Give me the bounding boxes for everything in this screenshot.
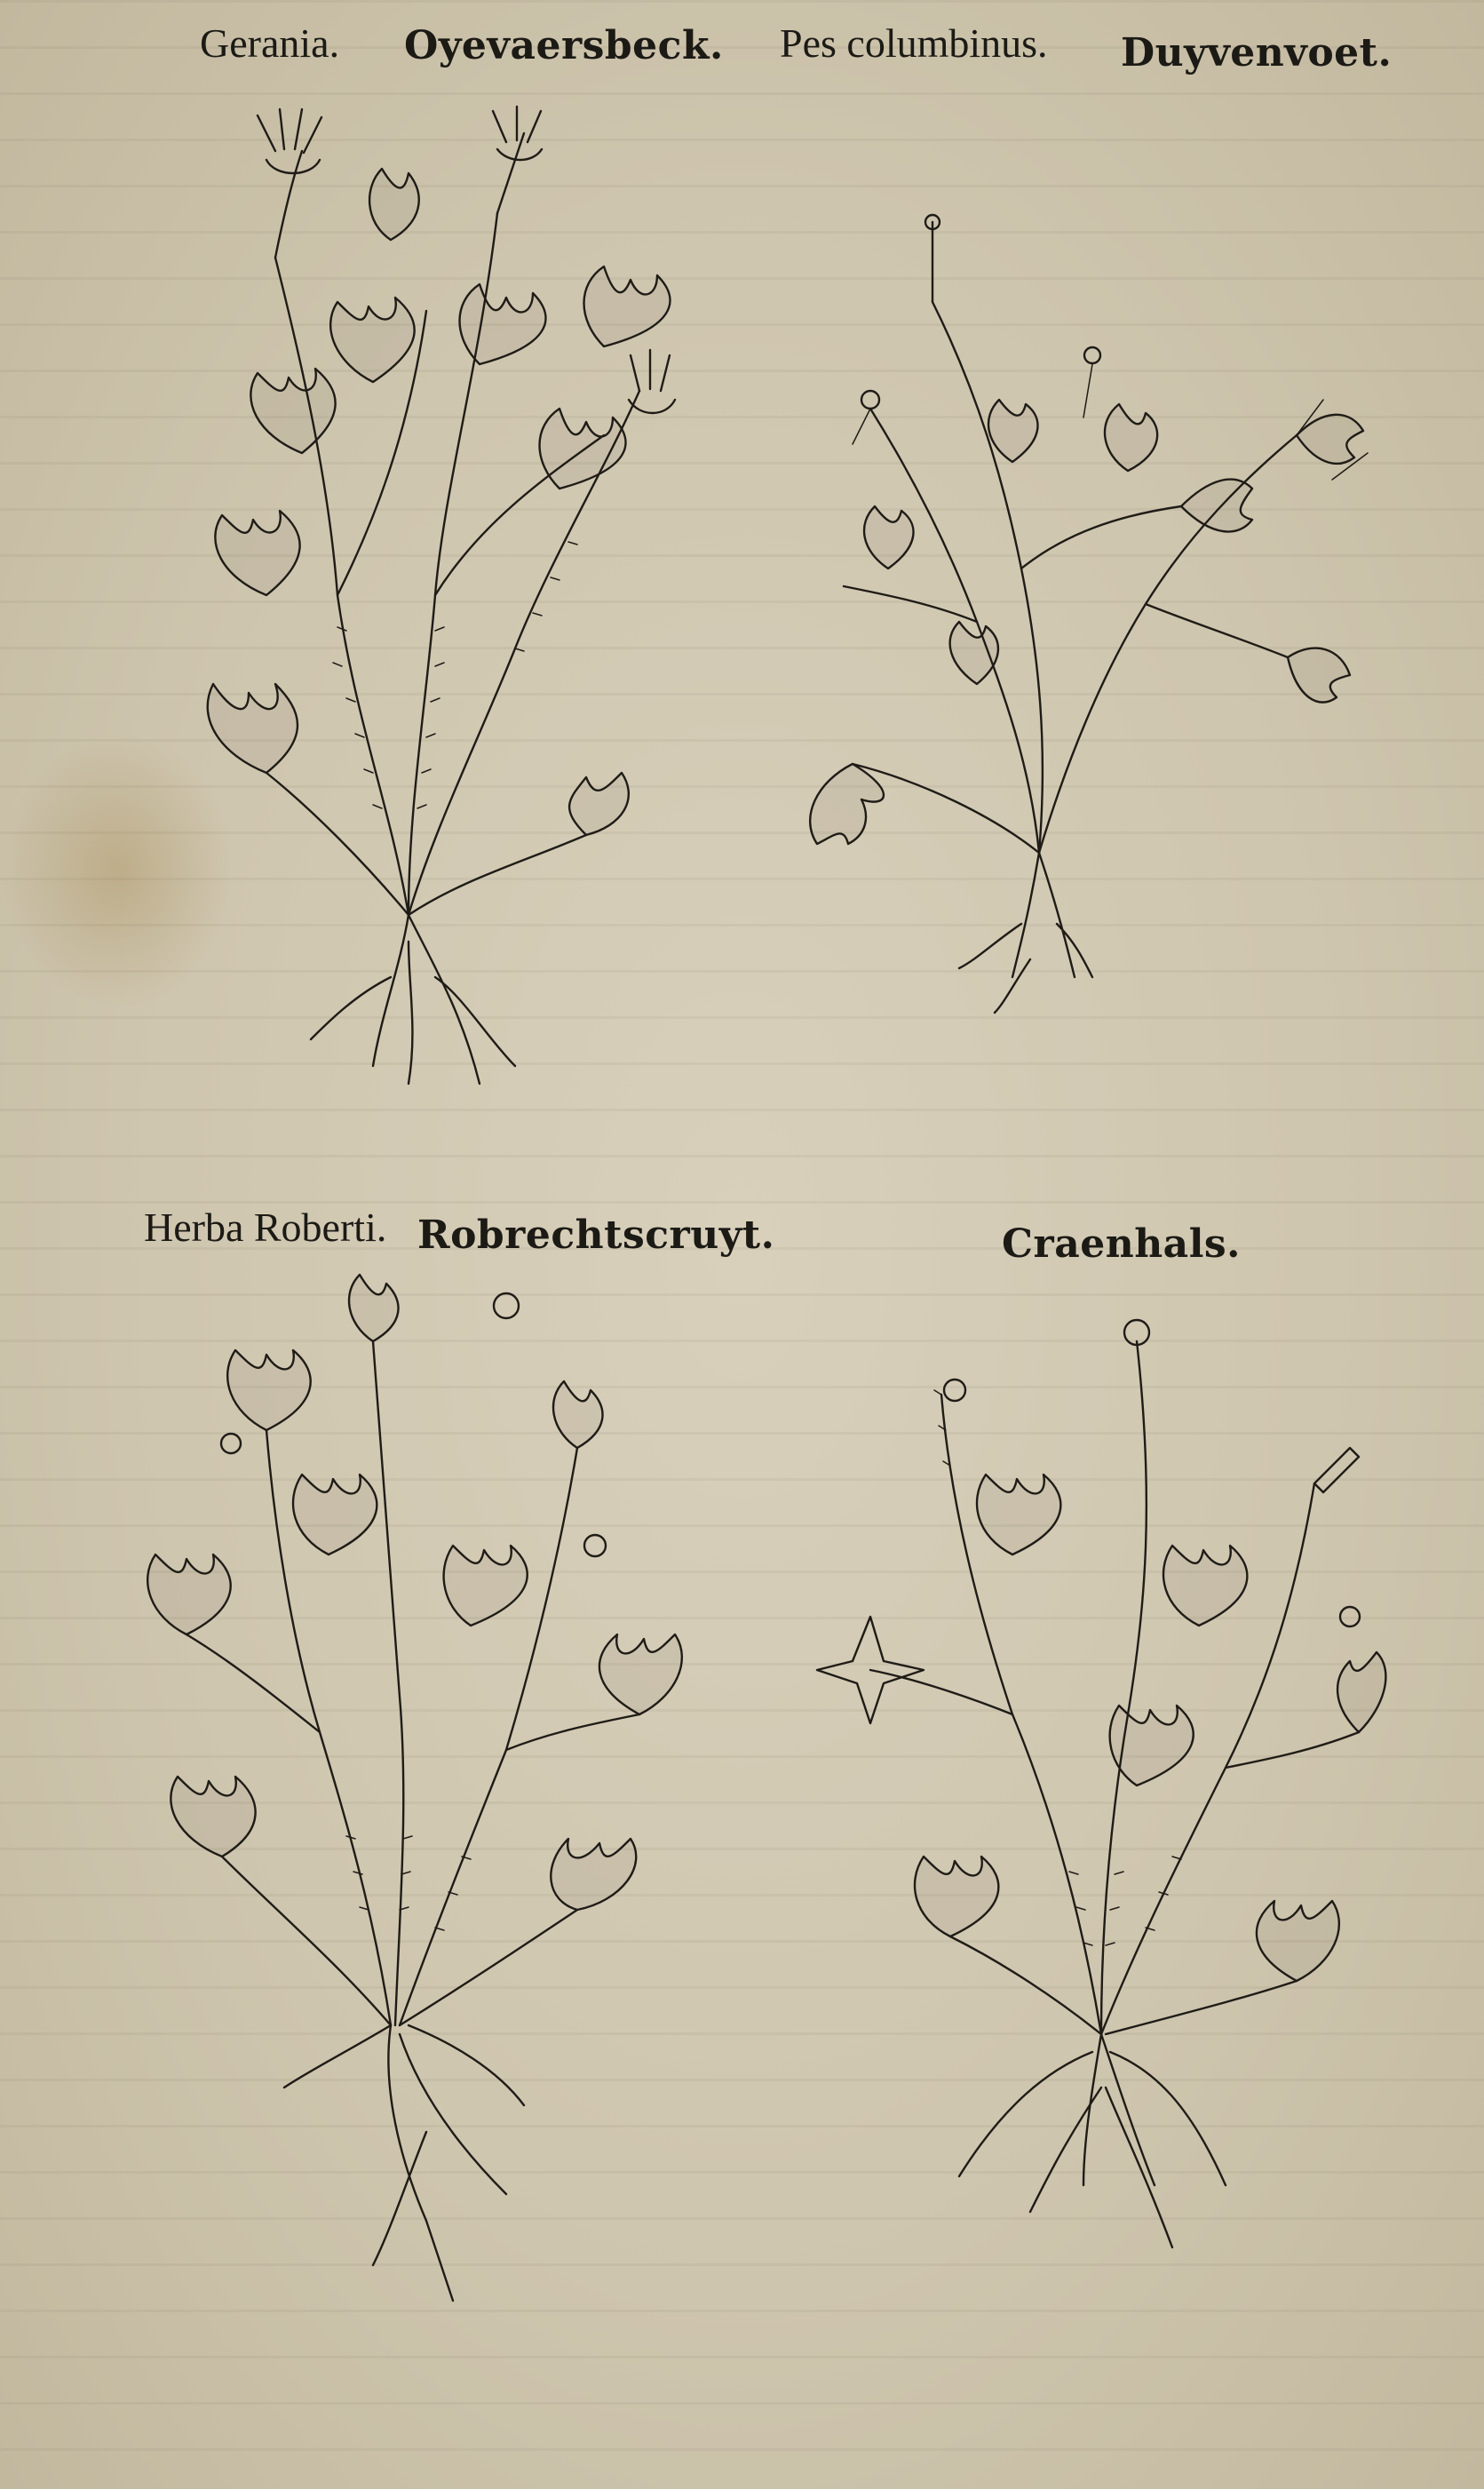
caption-pes-columbinus: Pes columbinus.: [780, 20, 1048, 66]
gerania-woodcut: [142, 98, 764, 1146]
caption-craenhals: Craenhals.: [1002, 1221, 1241, 1267]
caption-herba-roberti: Herba Roberti.: [144, 1205, 387, 1250]
caption-duyvenvoet: Duyvenvoet.: [1121, 30, 1393, 76]
herba-roberti-woodcut: [133, 1288, 702, 2310]
craenhals-woodcut: [799, 1288, 1412, 2283]
caption-robrechtscruyt: Robrechtscruyt.: [417, 1213, 775, 1258]
caption-gerania: Gerania.: [200, 20, 340, 66]
pes-columbinus-woodcut: [799, 213, 1403, 1039]
caption-oyevaersbeck: Oyevaersbeck.: [404, 23, 724, 68]
